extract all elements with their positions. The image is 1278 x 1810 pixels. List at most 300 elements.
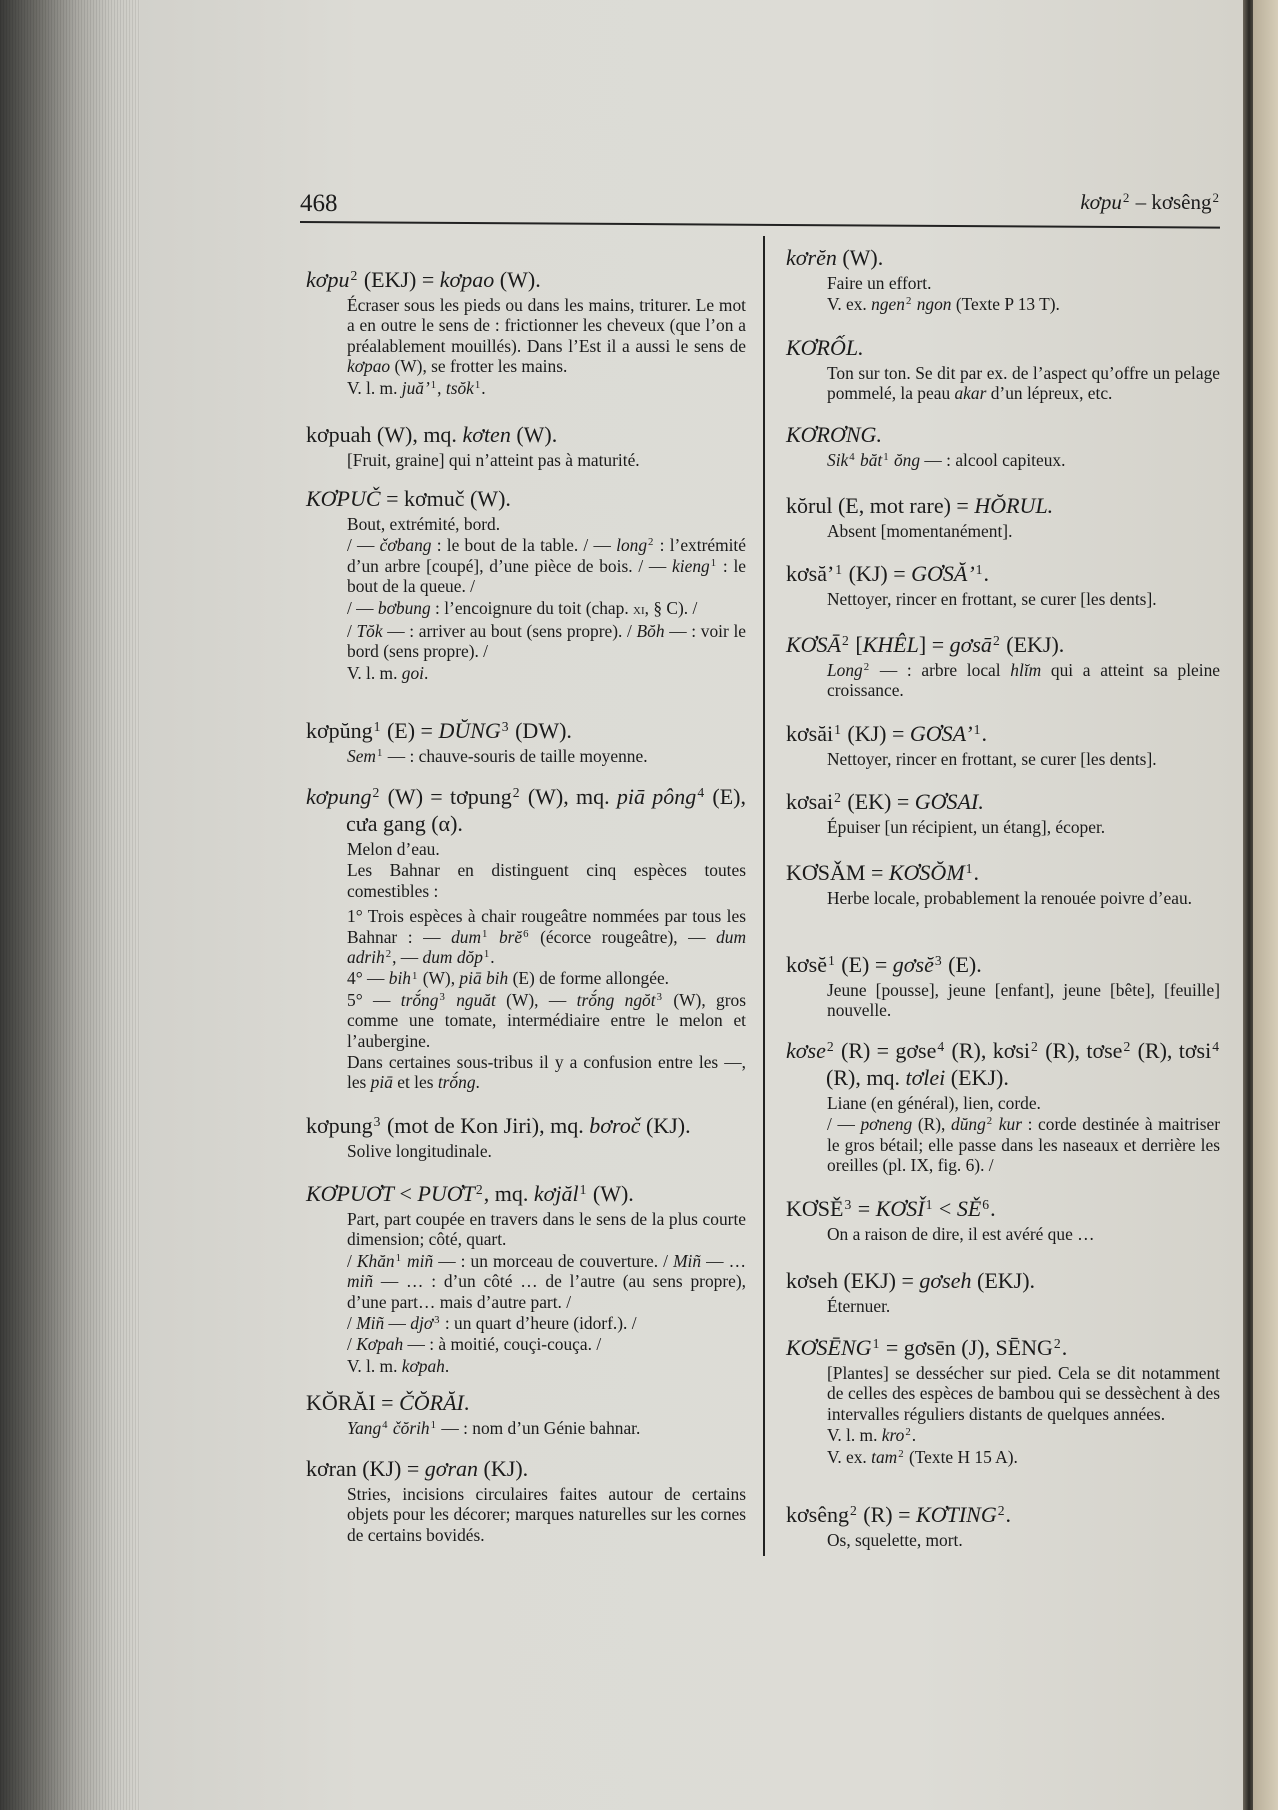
italic-text: kơjăl	[533, 1181, 579, 1206]
definition-paragraph	[347, 968, 746, 988]
entry-headword	[306, 1389, 746, 1416]
text-run: 5° —	[347, 989, 401, 1010]
homonym-superscript: 3	[844, 1196, 852, 1212]
homonym-superscript: 3	[439, 990, 445, 1003]
dictionary-entry	[786, 1334, 1220, 1468]
text-run: — : arbre local	[870, 660, 1011, 680]
dictionary-entry	[786, 421, 1220, 471]
dictionary-entry	[786, 492, 1220, 542]
definition-paragraph	[347, 1251, 746, 1312]
text-run: (EKJ) =	[358, 267, 440, 292]
homonym-superscript: 1	[411, 969, 418, 982]
entry-definition	[306, 1141, 746, 1161]
italic-text: goi	[401, 662, 424, 683]
text-run: (W), —	[495, 989, 577, 1010]
text-run: Bout, extrémité, bord.	[347, 514, 501, 534]
text-run: KƠSĚ	[786, 1196, 844, 1221]
homonym-superscript: 2	[905, 295, 912, 308]
text-run: — : chauve-souris de taille moyenne.	[383, 746, 648, 766]
homonym-superscript: 1	[430, 1419, 437, 1432]
definition-paragraph	[347, 663, 746, 683]
homonym-superscript: 2	[1031, 1038, 1038, 1054]
homonym-superscript: 2	[512, 784, 520, 800]
dictionary-entry	[786, 788, 1220, 838]
entry-headword	[786, 421, 1220, 448]
italic-text: dum	[451, 926, 482, 947]
text-run: kơsai	[786, 789, 834, 814]
italic-text: Yang	[347, 1418, 382, 1438]
dictionary-entry	[786, 1501, 1220, 1551]
text-run: , —	[392, 947, 423, 968]
text-run: (R) = gơse	[834, 1038, 937, 1063]
entry-headword	[306, 783, 746, 837]
dictionary-entry	[306, 1112, 746, 1162]
homonym-superscript: 3	[434, 1314, 440, 1327]
text-run: : l’extrémité d’un arbre [coupé], d’une pièce de bois. / —	[347, 535, 746, 576]
entry-definition	[786, 521, 1220, 541]
text-run: /	[347, 1250, 357, 1271]
text-run: Ton sur ton. Se dit par ex. de l’aspect qu’offre un pelage pommelé, la peau	[827, 363, 1220, 404]
text-run: (W).	[587, 1181, 634, 1206]
italic-text: DŬNG	[438, 718, 501, 743]
entry-definition	[786, 660, 1220, 701]
text-run: Os, squelette, mort.	[827, 1530, 963, 1550]
definition-paragraph	[347, 906, 746, 967]
text-run: Nettoyer, rincer en frottant, se curer [les dents].	[827, 589, 1157, 609]
italic-text: GƠSĂ’	[911, 561, 975, 586]
text-run: — …	[701, 1250, 746, 1271]
entry-headword	[306, 1180, 746, 1207]
text-run: : corde destinée à maitriser le gros bétail; elle passe dans les naseaux et derrière les oreilles (pl. IX, fig. 6). /	[827, 1114, 1220, 1176]
text-run: .	[973, 860, 979, 885]
text-run: .	[481, 377, 486, 398]
text-run: : l’encoignure du toit (chap.	[430, 597, 634, 618]
homonym-superscript: 1	[883, 451, 889, 464]
text-run: Melon d’eau.	[347, 839, 440, 859]
text-run	[488, 927, 499, 947]
text-run: <	[933, 1196, 957, 1221]
italic-text: Sik	[827, 450, 849, 470]
italic-text: akar	[954, 383, 987, 404]
italic-text: kơten	[462, 422, 511, 447]
entry-headword	[786, 334, 1220, 361]
homonym-superscript: 2	[997, 1502, 1005, 1518]
entry-definition	[306, 295, 746, 398]
italic-text: hlĭm	[1010, 660, 1042, 680]
italic-text: ČŎRĂI	[399, 1390, 464, 1415]
definition-paragraph	[347, 990, 746, 1051]
italic-text: gơran	[424, 1456, 479, 1481]
italic-text: KƠSŎM	[888, 860, 965, 885]
italic-text: Tŏk	[356, 621, 383, 642]
italic-text: juă’	[401, 377, 430, 398]
definition-paragraph	[827, 1114, 1220, 1175]
entry-definition	[306, 1418, 746, 1438]
definition-paragraph	[347, 1334, 746, 1354]
text-run: (mot de Kon Jiri), mq.	[381, 1113, 590, 1138]
definition-paragraph	[347, 839, 746, 859]
homonym-superscript: 1	[965, 860, 973, 876]
homonym-superscript: 1	[835, 561, 843, 577]
homonym-superscript: 3	[656, 990, 662, 1003]
italic-text: piā bih	[459, 968, 509, 989]
italic-text: ngen	[871, 294, 905, 315]
text-run: (DW).	[509, 718, 572, 743]
text-run: (EKJ).	[945, 1065, 1009, 1090]
text-run: (E) =	[381, 718, 439, 743]
text-run: V. l. m.	[347, 1355, 402, 1376]
italic-text: KƠSǏ	[875, 1196, 925, 1221]
italic-text: kơpao	[439, 267, 495, 292]
homonym-superscript: 2	[648, 536, 654, 549]
homonym-superscript: 2	[1212, 189, 1219, 205]
definition-paragraph	[827, 1530, 1220, 1550]
homonym-superscript: 2	[372, 784, 380, 800]
italic-text: Miñ	[356, 1313, 385, 1334]
italic-text: KƠPUČ	[306, 486, 381, 511]
italic-text: GƠSAI.	[914, 789, 984, 814]
homonym-superscript: 2	[905, 1426, 911, 1439]
definition-paragraph	[347, 514, 746, 534]
text-run: (W), se frotter les mains.	[390, 356, 568, 377]
italic-text: kơpu	[306, 267, 350, 292]
dictionary-entry	[306, 421, 746, 471]
italic-text: čơbang	[379, 535, 432, 556]
italic-text: ngon	[916, 294, 952, 315]
text-run: V. l. m.	[347, 662, 402, 683]
text-run: (EK) =	[841, 789, 915, 814]
italic-text: tsŏk	[445, 377, 474, 398]
dictionary-entry	[786, 334, 1220, 405]
italic-text: kơpah	[401, 1355, 445, 1376]
definition-paragraph	[347, 295, 746, 377]
text-run: (R), tơsi	[1131, 1038, 1212, 1063]
definition-paragraph	[347, 621, 746, 662]
page-stack-edge	[0, 0, 140, 1810]
text-run: , mq.	[483, 1181, 534, 1206]
text-run: : le bout de la table. / —	[431, 535, 617, 556]
text-run: Dans certaines sous-tribus il y a confusion entre les —, les	[347, 1052, 746, 1093]
text-run: (W).	[836, 245, 884, 270]
definition-paragraph	[827, 1224, 1220, 1244]
dictionary-entry	[786, 951, 1220, 1022]
dictionary-entry	[786, 1267, 1220, 1317]
text-run: (R), mq.	[826, 1065, 906, 1090]
text-run: ] =	[918, 632, 950, 657]
homonym-superscript: 1	[975, 561, 983, 577]
italic-text: băt	[860, 450, 883, 470]
entry-headword	[786, 560, 1220, 587]
text-run: (EKJ).	[1000, 632, 1065, 657]
text-run: 4° —	[347, 968, 389, 989]
italic-text: tam	[871, 1446, 898, 1467]
definition-paragraph	[347, 450, 746, 470]
italic-text: miñ	[347, 1271, 374, 1292]
text-run: – kơsêng	[1130, 190, 1212, 214]
text-run: Éternuer.	[827, 1296, 891, 1316]
definition-paragraph	[827, 888, 1220, 908]
homonym-superscript: 4	[937, 1038, 945, 1054]
text-run: (écorce rougeâtre), —	[529, 926, 717, 947]
text-run: — : voir le bord (sens propre). /	[347, 621, 746, 662]
homonym-superscript: 4	[1212, 1038, 1219, 1054]
text-run: .	[424, 662, 429, 683]
homonym-superscript: 1	[474, 378, 481, 391]
definition-paragraph	[347, 860, 746, 901]
italic-text: dŭng	[951, 1114, 986, 1135]
definition-paragraph	[827, 660, 1220, 701]
definition-paragraph	[347, 598, 746, 620]
homonym-superscript: 1	[872, 1335, 880, 1351]
homonym-superscript: 1	[579, 1181, 587, 1197]
text-run: (KJ).	[640, 1113, 691, 1138]
definition-paragraph	[827, 589, 1220, 609]
homonym-superscript: 2	[898, 1447, 904, 1460]
text-run: KƠSǍM =	[786, 860, 889, 885]
entry-definition	[786, 817, 1220, 837]
book-gutter	[1243, 0, 1253, 1810]
definition-paragraph	[827, 1363, 1220, 1424]
text-run: Part, part coupée en travers dans le sens de la plus courte dimension; côté, quart.	[347, 1209, 746, 1250]
text-run: .	[911, 1425, 917, 1446]
italic-text: Bŏh	[636, 621, 665, 642]
italic-text: ŏng	[893, 450, 921, 470]
entry-headword	[786, 492, 1220, 519]
text-run: V. l. m.	[827, 1425, 882, 1446]
text-run: (EKJ).	[971, 1268, 1036, 1293]
text-run: 1° Trois espèces à chair rougeâtre nommées par tous les Bahnar : —	[347, 906, 746, 947]
homonym-superscript: 2	[863, 661, 870, 674]
entry-definition	[786, 1296, 1220, 1316]
text-run: [Plantes] se dessécher sur pied. Cela se dit notamment de celles des espèces de bambou qui se dessèchent à des intervalles réguliers distants de quelques années.	[827, 1363, 1220, 1424]
entry-headword	[306, 421, 746, 448]
text-run: — : un morceau de couverture. /	[433, 1250, 674, 1271]
text-run: (E) =	[835, 952, 893, 977]
text-run: (R) =	[857, 1502, 917, 1527]
text-run: qui a atteint sa pleine croissance.	[827, 660, 1220, 701]
text-run: (E) de forme allongée.	[508, 968, 670, 989]
italic-text: KHÊL	[862, 632, 919, 657]
italic-text: trŏ́ng	[400, 989, 439, 1010]
text-run: (KJ) =	[841, 721, 910, 746]
homonym-superscript: 3	[373, 1113, 381, 1129]
entry-headword	[306, 266, 746, 293]
text-run: — : alcool capiteux.	[920, 450, 1066, 470]
homonym-superscript: 6	[982, 1196, 990, 1212]
text-run: [Fruit, graine] qui n’atteint pas à maturité.	[347, 450, 640, 470]
definition-paragraph	[827, 980, 1220, 1021]
entry-definition	[786, 1224, 1220, 1244]
italic-text: miñ	[407, 1250, 434, 1271]
entry-definition	[306, 514, 746, 683]
italic-text: kur	[998, 1114, 1022, 1135]
column-divider	[763, 236, 765, 1556]
text-run: .	[983, 561, 989, 586]
italic-text: Miñ	[673, 1250, 702, 1271]
homonym-superscript: 2	[834, 789, 841, 805]
text-run: (W) = tơpung	[380, 784, 512, 809]
entry-definition	[786, 273, 1220, 315]
definition-paragraph	[347, 1209, 746, 1250]
text-run: [	[849, 632, 863, 657]
text-run: /	[347, 1334, 357, 1355]
text-run: (W).	[494, 267, 541, 292]
homonym-superscript: 3	[934, 952, 942, 968]
definition-paragraph	[827, 1425, 1220, 1445]
italic-text: bơroč	[589, 1113, 641, 1138]
text-run: V. ex.	[827, 1446, 872, 1467]
homonym-superscript: 2	[826, 1038, 834, 1054]
text-run: kơsêng	[786, 1502, 849, 1527]
italic-text: čŏrih	[392, 1418, 430, 1438]
italic-text: dum dŏp	[422, 947, 483, 968]
text-run	[446, 990, 456, 1010]
text-run: (KJ).	[478, 1456, 529, 1481]
definition-paragraph	[827, 450, 1220, 470]
entry-headword	[786, 1195, 1220, 1222]
italic-text: pơneng	[860, 1114, 913, 1135]
homonym-superscript: 2	[1123, 1038, 1131, 1054]
text-run: —	[384, 1313, 411, 1334]
italic-text: long	[616, 535, 648, 556]
text-run: kơsă’	[786, 561, 835, 586]
dictionary-entry	[786, 1037, 1220, 1177]
homonym-superscript: 1	[483, 948, 490, 961]
italic-text: dum adrih	[347, 926, 747, 968]
text-run: (E), cưa gang (α).	[346, 784, 746, 836]
text-run: kơpŭng	[306, 718, 373, 743]
text-run: / —	[347, 535, 380, 556]
text-run: (W), mq.	[520, 784, 617, 809]
entry-headword	[786, 859, 1220, 886]
text-run: (E).	[942, 952, 982, 977]
definition-paragraph	[347, 1141, 746, 1161]
definition-paragraph	[827, 817, 1220, 837]
italic-text: KƠRƠNG.	[786, 422, 882, 447]
homonym-superscript: 1	[395, 1251, 401, 1264]
italic-text: Kơpah	[356, 1334, 404, 1355]
text-run: Absent [momentanément].	[827, 521, 1013, 541]
homonym-superscript: 6	[523, 927, 529, 940]
text-run: .	[1005, 1502, 1012, 1527]
entry-headword	[786, 1037, 1220, 1091]
text-run: (R), kơsi	[945, 1038, 1031, 1063]
definition-paragraph	[827, 749, 1220, 769]
dictionary-entry	[306, 266, 746, 399]
homonym-superscript: 2	[1053, 1335, 1061, 1351]
text-run: Les Bahnar en distinguent cinq espèces toutes comestibles :	[347, 860, 746, 901]
italic-text: KƠRỐL.	[786, 335, 864, 360]
text-run: kơsĕ	[786, 952, 827, 977]
definition-paragraph	[347, 535, 746, 596]
text-run: Faire un effort.	[827, 273, 932, 293]
text-run: Jeune [pousse], jeune [enfant], jeune [bête], [feuille] nouvelle.	[827, 980, 1220, 1021]
entry-definition	[786, 1530, 1220, 1550]
text-run: .	[444, 1355, 450, 1376]
entry-definition	[306, 839, 746, 1093]
italic-text: piā pông	[616, 784, 697, 809]
dictionary-entry	[306, 1180, 746, 1377]
entry-definition	[306, 1209, 746, 1376]
definition-paragraph	[347, 1418, 746, 1438]
entry-definition	[786, 888, 1220, 908]
italic-text: nguăt	[456, 989, 496, 1010]
italic-text: KƠSĒNG	[786, 1335, 872, 1360]
homonym-superscript: 3	[501, 718, 509, 734]
text-run: kơpuah (W), mq.	[306, 422, 463, 447]
entry-headword	[786, 788, 1220, 815]
italic-text: Sem	[347, 746, 376, 766]
italic-text: GƠSA’	[909, 721, 973, 746]
entry-headword	[306, 485, 746, 512]
text-run: (W).	[510, 422, 558, 447]
text-run: (W),	[418, 968, 460, 989]
homonym-superscript: 2	[350, 267, 358, 283]
dictionary-entry	[786, 631, 1220, 702]
page-number: 468	[300, 190, 338, 217]
entry-definition	[306, 1484, 746, 1545]
dictionary-entry	[306, 1455, 746, 1546]
text-run: , § C). /	[644, 597, 698, 618]
text-run: /	[347, 621, 357, 642]
entry-headword	[306, 717, 746, 744]
entry-definition	[786, 363, 1220, 404]
homonym-superscript: 1	[482, 927, 488, 940]
definition-paragraph	[827, 273, 1220, 293]
entry-headword	[786, 1501, 1220, 1528]
text-run: kơpung	[306, 1113, 373, 1138]
italic-text: tơlei	[905, 1065, 946, 1090]
homonym-superscript: 4	[697, 784, 705, 800]
italic-text: HŎRUL.	[974, 493, 1054, 518]
entry-headword	[306, 1455, 746, 1482]
text-run: kơseh (EKJ) =	[786, 1268, 920, 1293]
italic-text: kơpao	[347, 356, 391, 377]
homonym-superscript: 2	[475, 1181, 483, 1197]
homonym-superscript: 2	[849, 1502, 857, 1518]
italic-text: kơse	[786, 1038, 826, 1063]
entry-definition	[786, 980, 1220, 1021]
definition-paragraph	[347, 378, 746, 398]
italic-text: kơpung	[306, 784, 372, 809]
text-run: / —	[347, 597, 378, 618]
entry-definition	[786, 1363, 1220, 1467]
entry-headword	[786, 631, 1220, 658]
homonym-superscript: 1	[430, 378, 437, 391]
text-run: — : nom d’un Génie bahnar.	[437, 1418, 641, 1438]
definition-paragraph	[347, 1052, 746, 1093]
italic-text: kơpu	[1080, 190, 1122, 214]
text-run: On a raison de dire, il est avéré que …	[827, 1224, 1095, 1244]
text-run: /	[347, 1313, 357, 1334]
text-run: kơran (KJ) =	[306, 1456, 425, 1481]
homonym-superscript: 4	[382, 1419, 388, 1432]
text-run: (KJ) =	[843, 561, 912, 586]
text-run: Écraser sous les pieds ou dans les mains, triturer. Le mot a en outre le sens de : frictionner les cheveux (que l’on a préalablement mouillés). Dans l’Est il a aussi le sens de	[347, 295, 746, 356]
homonym-superscript: 1	[373, 718, 381, 734]
entry-headword	[786, 1334, 1220, 1361]
entry-definition	[786, 450, 1220, 470]
entry-headword	[306, 1112, 746, 1139]
homonym-superscript: 1	[376, 747, 383, 760]
definition-paragraph	[827, 1093, 1220, 1113]
italic-text: brĕ	[498, 926, 523, 947]
running-head	[1080, 190, 1220, 215]
italic-text: KƠPUƠT	[306, 1181, 395, 1206]
entry-headword	[786, 720, 1220, 747]
dictionary-entry	[306, 485, 746, 684]
dictionary-entry	[786, 859, 1220, 909]
